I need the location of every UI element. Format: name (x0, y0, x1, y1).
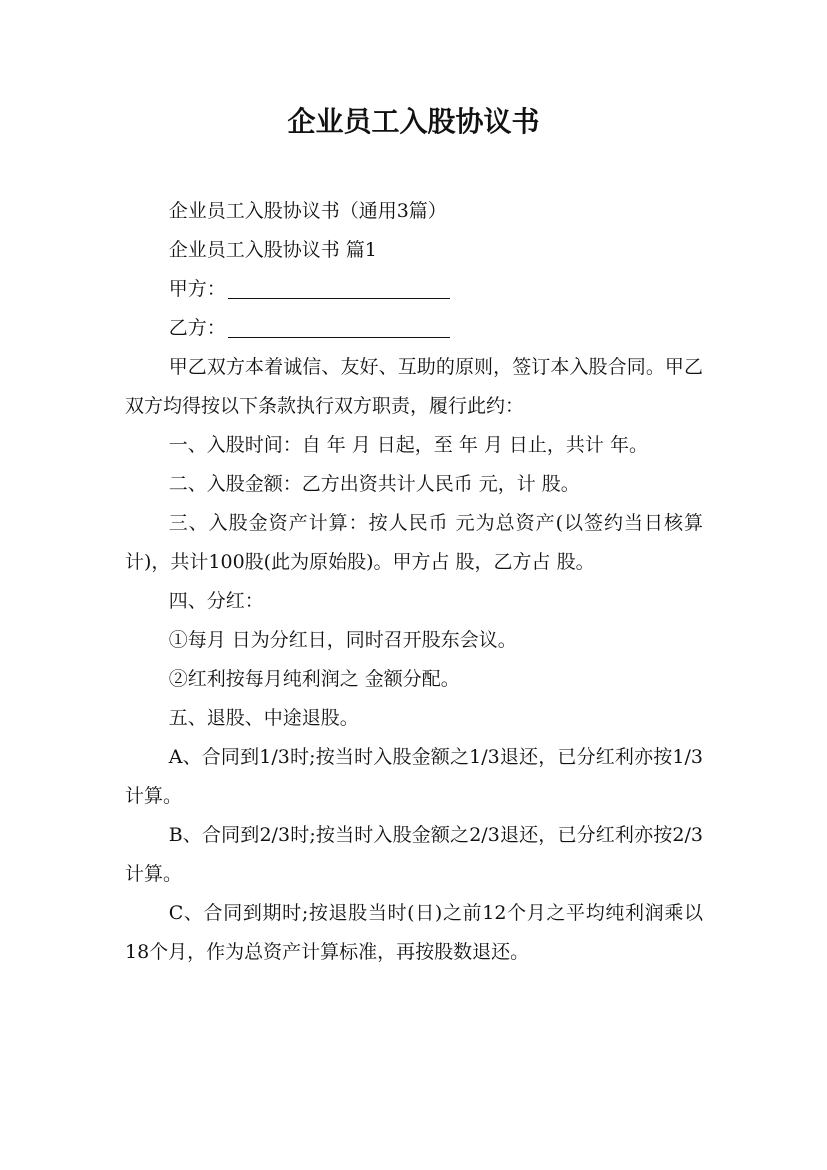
party-b-label: 乙方： (168, 317, 226, 339)
party-a-line (125, 270, 703, 309)
party-a-blank (228, 272, 450, 299)
clause-4-item-2: ②红利按每月纯利润之 金额分配。 (168, 668, 460, 690)
clause-5-a: A、合同到1/3时;按当时入股金额之1/3退还，已分红利亦按1/3计算。 (125, 746, 703, 807)
clause-1: 一、入股时间：自 年 月 日起，至 年 月 日止，共计 年。 (168, 434, 648, 456)
intro-paragraph: 甲乙双方本着诚信、友好、互助的原则，签订本入股合同。甲乙双方均得按以下条款执行双方职责，履行此约： (125, 356, 703, 417)
party-b-blank (228, 311, 450, 338)
clause-4: 四、分红： (168, 590, 264, 612)
document-subtitle: 企业员工入股协议书（通用3篇） (168, 200, 447, 222)
clause-3: 三、入股金资产计算：按人民币 元为总资产(以签约当日核算计)，共计100股(此为原始股)。甲方占 股，乙方占 股。 (125, 512, 703, 573)
party-a-label: 甲方： (168, 278, 226, 300)
section-heading: 企业员工入股协议书 篇1 (168, 239, 377, 261)
party-b-line (125, 309, 703, 348)
clause-5: 五、退股、中途退股。 (168, 707, 359, 729)
document-body (125, 192, 703, 972)
clause-4-item-1: ①每月 日为分红日，同时召开股东会议。 (168, 629, 517, 651)
clause-5-b: B、合同到2/3时;按当时入股金额之2/3退还，已分红利亦按2/3计算。 (125, 824, 703, 885)
document-title: 企业员工入股协议书 (287, 105, 540, 138)
clause-5-c: C、合同到期时;按退股当时(日)之前12个月之平均纯利润乘以18个月，作为总资产计算标准，再按股数退还。 (125, 902, 703, 963)
clause-2: 二、入股金额：乙方出资共计人民币 元，计 股。 (168, 473, 580, 495)
